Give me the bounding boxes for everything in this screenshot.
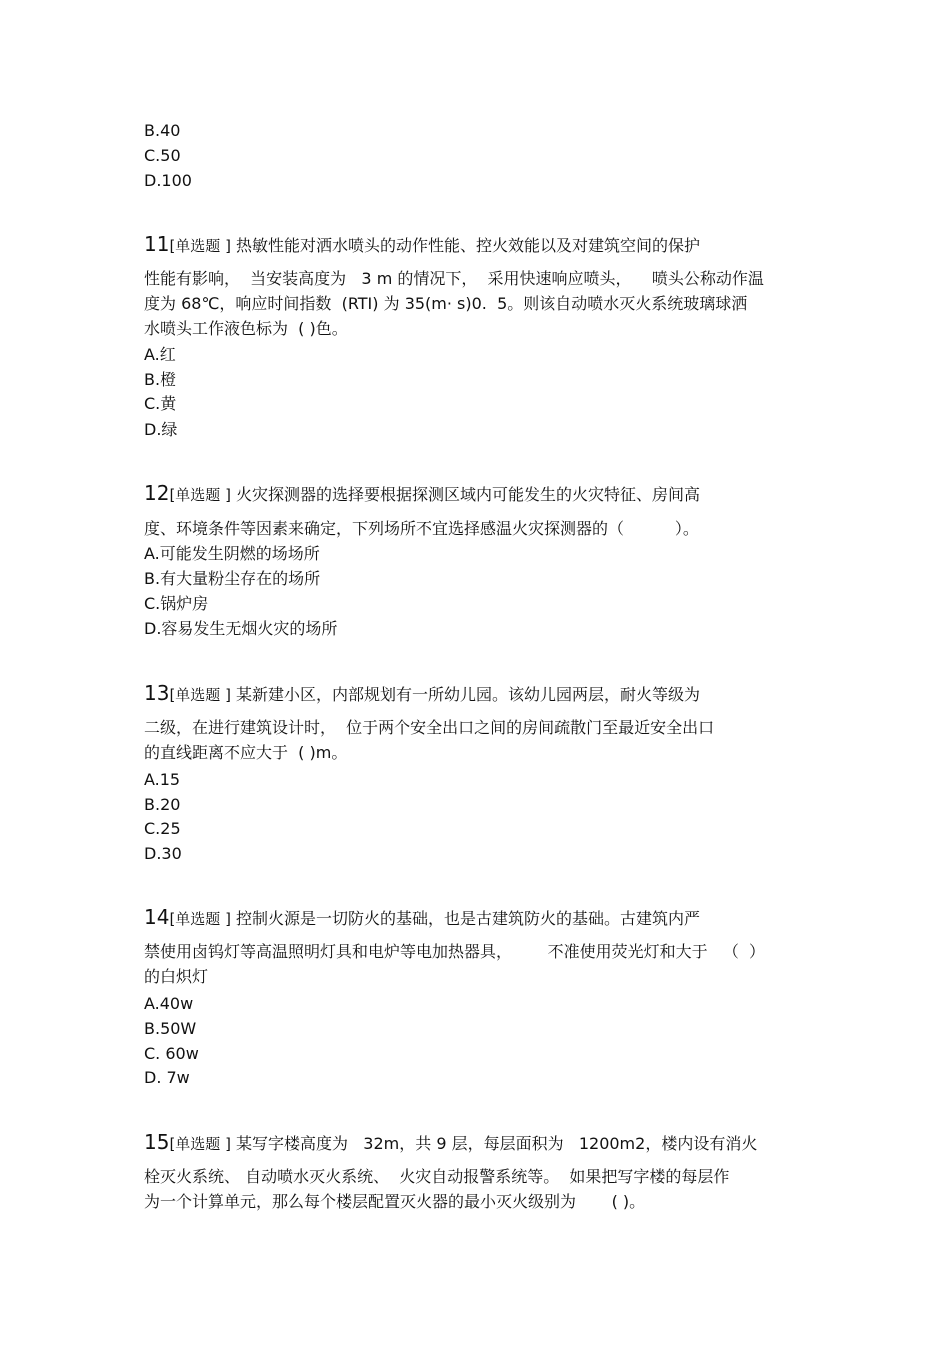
question-15-text: 栓灭火系统、 自动喷水灭火系统、 火灾自动报警系统等。 如果把写字楼的每层作 [144, 1167, 730, 1186]
question-type-tag: [单选题 ] [169, 910, 231, 928]
question-text: 火灾探测器的选择要根据探测区域内可能发生的火灾特征、房间高 [230, 485, 701, 504]
question-number: 14 [144, 905, 170, 929]
question-12-text: 度、环境条件等因素来确定，下列场所不宜选择感温火灾探测器的（ ）。 [144, 519, 699, 538]
question-12-header [144, 482, 700, 506]
question-13-header [144, 682, 700, 706]
option-c: C. 60w [144, 1044, 199, 1063]
question-13-text: 二级，在进行建筑设计时， 位于两个安全出口之间的房间疏散门至最近安全出口 [144, 718, 715, 737]
question-14-text: 的白炽灯 [144, 967, 209, 986]
question-type-tag: [单选题 ] [169, 237, 231, 255]
option-b: B.50W [144, 1019, 197, 1038]
question-number: 13 [144, 681, 170, 705]
question-text: 某新建小区，内部规划有一所幼儿园。该幼儿园两层，耐火等级为 [230, 685, 701, 704]
option-c: C.50 [144, 146, 181, 165]
question-11-header [144, 233, 700, 257]
question-13-text: 的直线距离不应大于 ( )m。 [144, 743, 348, 762]
option-d: D.100 [144, 171, 192, 190]
question-15-header [144, 1131, 757, 1155]
question-text: 控制火源是一切防火的基础，也是古建筑防火的基础。古建筑内严 [230, 909, 701, 928]
option-b: B.有大量粉尘存在的场所 [144, 569, 321, 588]
option-c: C.锅炉房 [144, 594, 209, 613]
option-d: D.容易发生无烟火灾的场所 [144, 619, 338, 638]
question-type-tag: [单选题 ] [169, 686, 231, 704]
question-11-text: 性能有影响， 当安装高度为 3 m 的情况下， 采用快速响应喷头， 喷头公称动作温 [144, 269, 764, 288]
option-a: A.红 [144, 345, 176, 364]
question-11-text: 度为 68℃，响应时间指数 (RTI) 为 35(m· s)0. 5。则该自动喷水灭火系统玻璃球洒 [144, 294, 748, 313]
question-type-tag: [单选题 ] [169, 486, 231, 504]
option-d: D.绿 [144, 420, 178, 439]
option-d: D.30 [144, 844, 182, 863]
option-b: B.40 [144, 121, 181, 140]
option-c: C.25 [144, 819, 181, 838]
question-text: 某写字楼高度为 32m，共 9 层，每层面积为 1200m2，楼内设有消火 [230, 1134, 758, 1153]
option-a: A.15 [144, 770, 181, 789]
option-a: A.可能发生阴燃的场场所 [144, 544, 320, 563]
question-number: 11 [144, 232, 170, 256]
question-number: 15 [144, 1130, 170, 1154]
question-text: 热敏性能对洒水喷头的动作性能、控火效能以及对建筑空间的保护 [230, 236, 701, 255]
question-11-text: 水喷头工作液色标为 ( )色。 [144, 319, 348, 338]
option-d: D. 7w [144, 1068, 190, 1087]
question-type-tag: [单选题 ] [169, 1135, 231, 1153]
question-14-header [144, 906, 700, 930]
question-number: 12 [144, 481, 170, 505]
option-b: B.橙 [144, 370, 177, 389]
option-b: B.20 [144, 795, 181, 814]
option-a: A.40w [144, 994, 194, 1013]
option-c: C.黄 [144, 394, 177, 413]
question-14-text: 禁使用卤钨灯等高温照明灯具和电炉等电加热器具， 不准使用荧光灯和大于 （ ） [144, 942, 766, 961]
question-15-text: 为一个计算单元，那么每个楼层配置灭火器的最小灭火级别为 ( )。 [144, 1192, 646, 1211]
